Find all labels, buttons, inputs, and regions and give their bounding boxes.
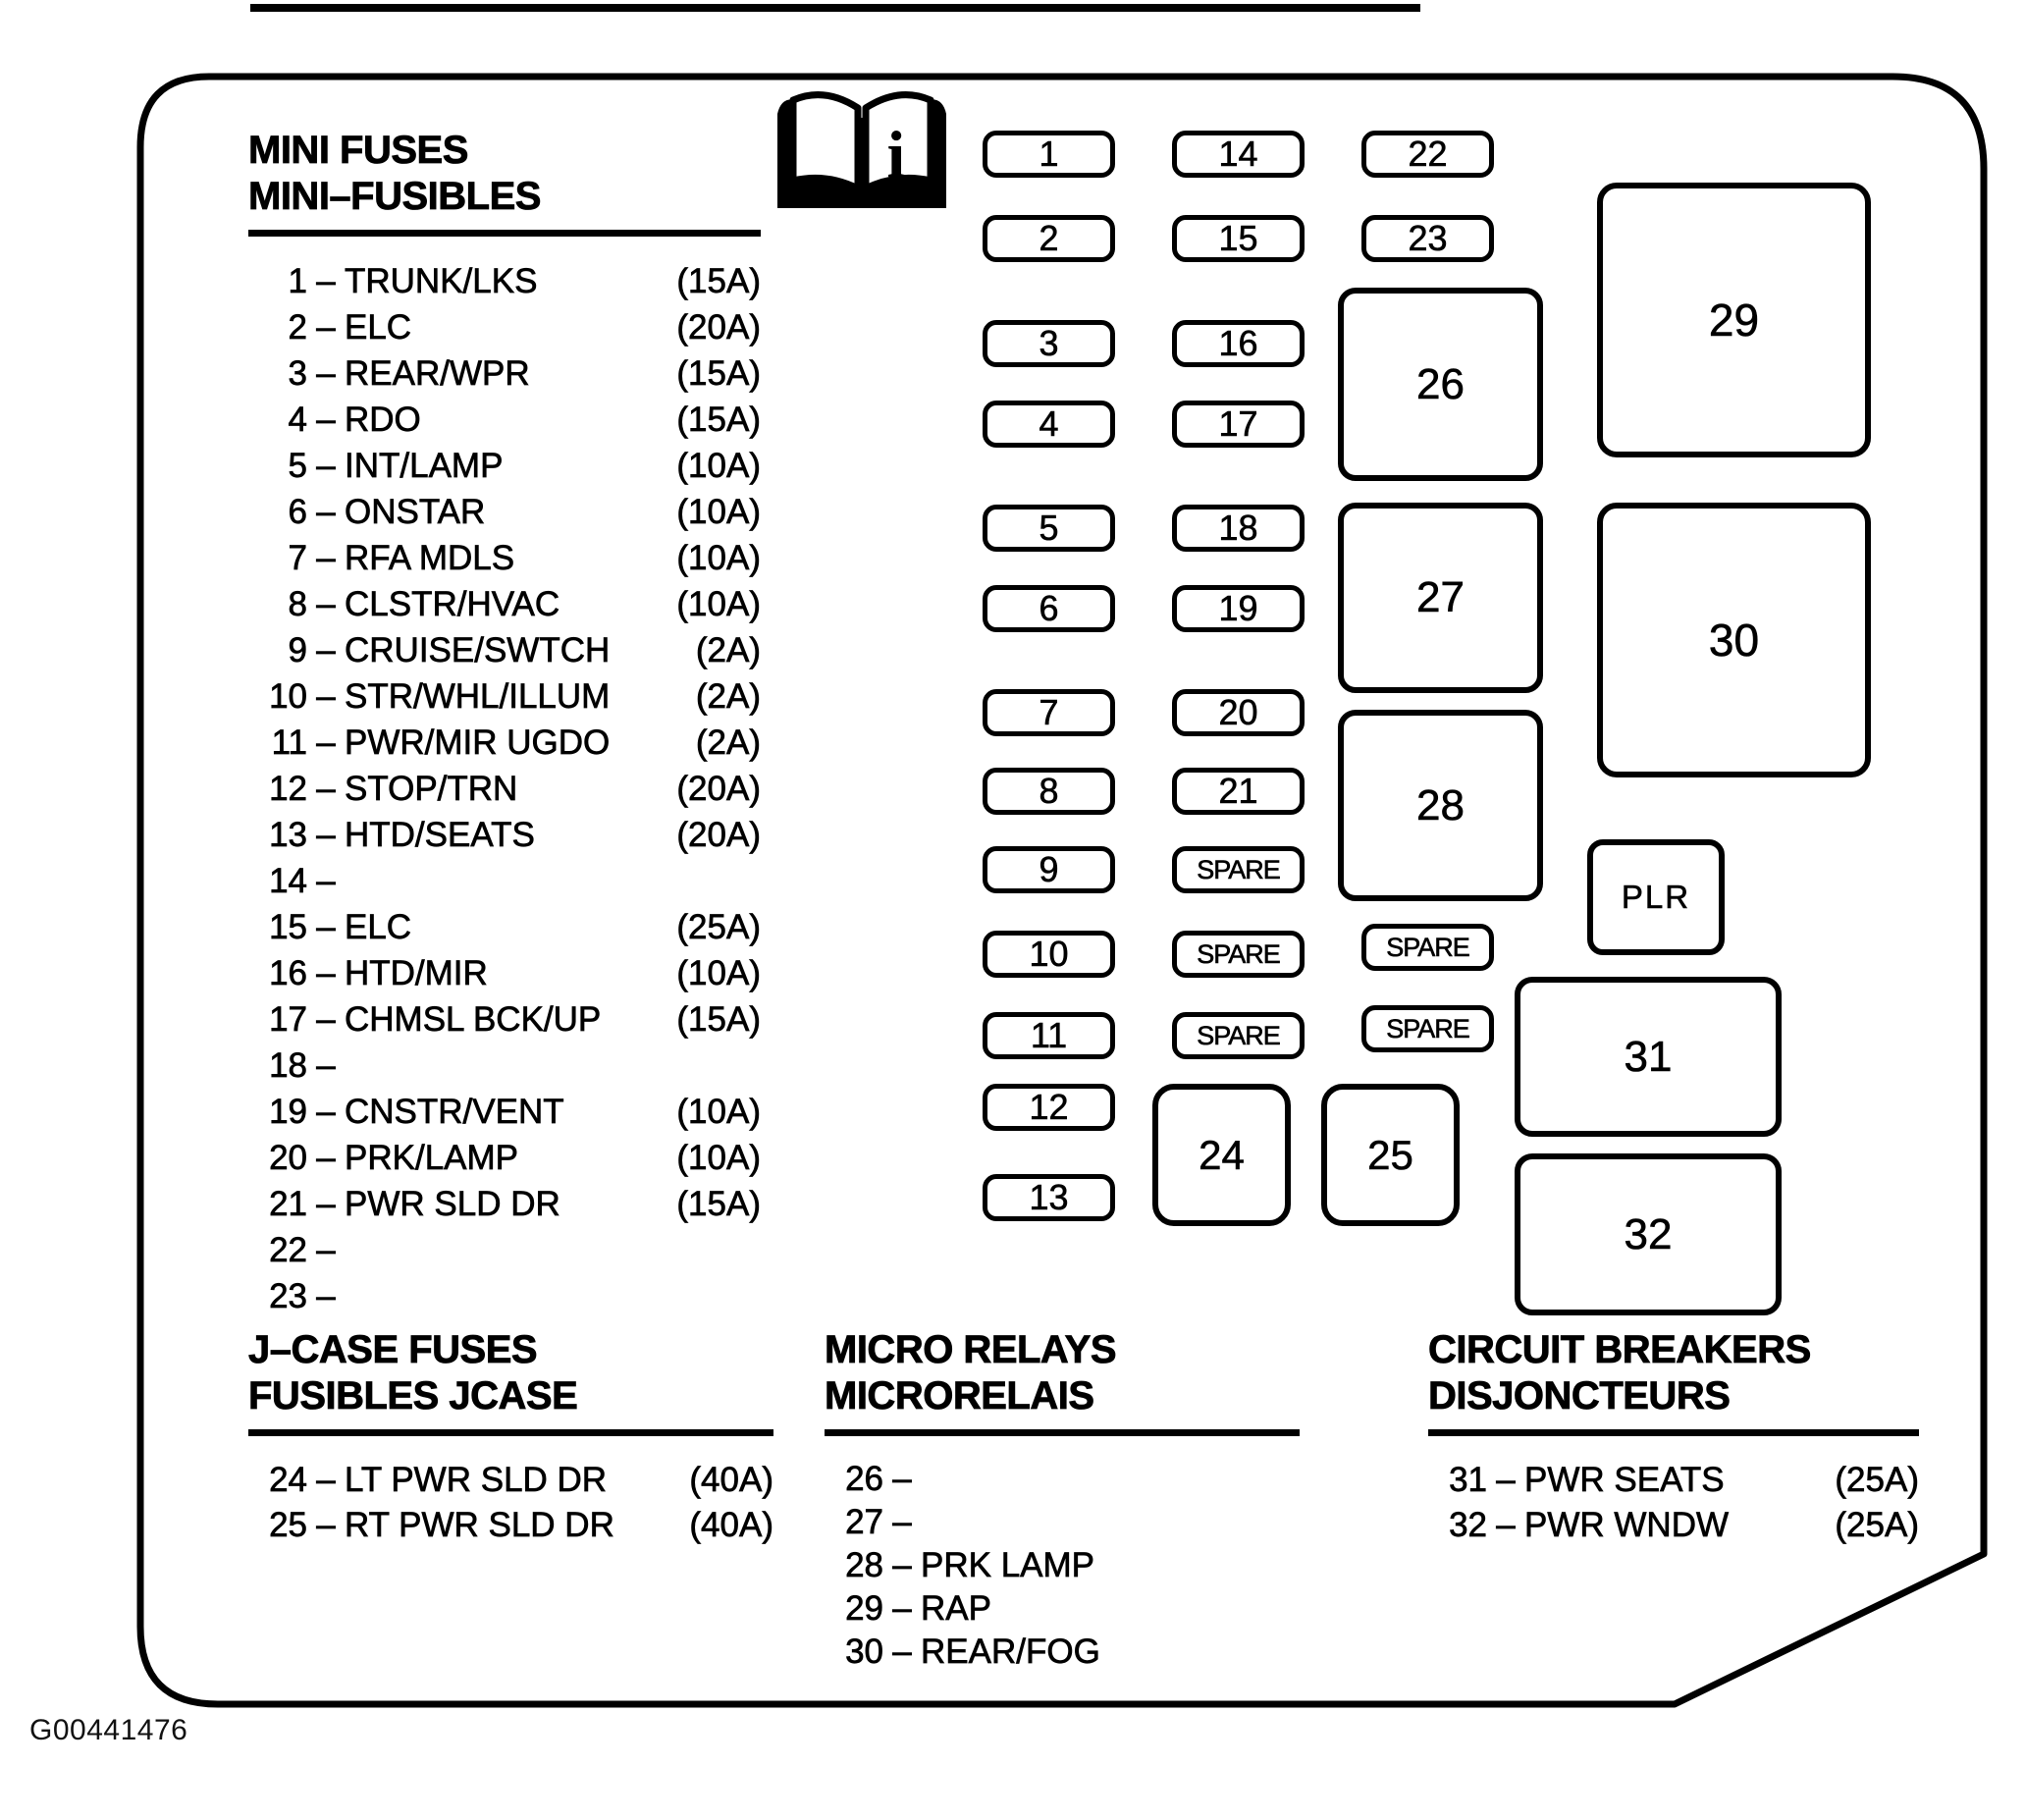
fuse-list-row (248, 1458, 773, 1503)
spare-fuse-box: SPARE (1172, 846, 1305, 893)
dash-separator: – (892, 1503, 912, 1541)
spare-fuse-box: SPARE (1361, 924, 1494, 971)
jcase-box-25: 25 (1321, 1084, 1460, 1226)
section-title-fr: MINI–FUSIBLES (248, 175, 541, 218)
relay-box-28: 28 (1338, 710, 1543, 901)
fuse-label: ONSTAR (345, 493, 486, 531)
spare-fuse-box: SPARE (1361, 1005, 1494, 1052)
fuse-number: 14 (269, 862, 307, 900)
breaker-label: PWR WNDW (1524, 1506, 1730, 1544)
relay-box-30: 30 (1597, 503, 1871, 777)
circuit-breakers-list (1428, 1458, 1919, 1548)
micro-relays-section (825, 1327, 1300, 1674)
mini-fuses-section (248, 128, 761, 1319)
fuse-number: 17 (269, 1000, 307, 1039)
fuse-box-3: 3 (983, 320, 1115, 367)
fuse-box-2: 2 (983, 215, 1115, 262)
fuse-box-7: 7 (983, 689, 1115, 736)
dash-separator: – (316, 447, 336, 485)
fuse-list-row (248, 720, 761, 766)
fuse-list-row (248, 443, 761, 489)
dash-separator: – (892, 1589, 912, 1628)
fuse-box-1: 1 (983, 131, 1115, 178)
info-letter: i (886, 117, 906, 191)
fuse-amperage: (10A) (676, 1093, 761, 1131)
relay-amperage (1190, 1544, 1300, 1587)
section-title-en: CIRCUIT BREAKERS (1428, 1328, 1811, 1371)
dash-separator: – (316, 770, 336, 808)
fuse-box-4: 4 (983, 401, 1115, 448)
fuse-number: 1 (288, 262, 307, 300)
fuse-amperage: (20A) (676, 770, 761, 808)
relay-label: PRK LAMP (921, 1546, 1094, 1584)
scan-artifact-line (250, 4, 1420, 12)
fuse-number: 24 (269, 1461, 307, 1499)
fuse-amperage: (10A) (676, 539, 761, 577)
section-title-en: MINI FUSES (248, 129, 468, 172)
relay-list-row (825, 1458, 1300, 1501)
fuse-label: REAR/WPR (345, 354, 530, 393)
fuse-label (345, 1273, 651, 1319)
fuse-amperage: (10A) (676, 447, 761, 485)
dash-separator: – (892, 1633, 912, 1671)
fuse-label: CNSTR/VENT (345, 1093, 564, 1131)
fuse-box-5: 5 (983, 505, 1115, 552)
jcase-box-24: 24 (1152, 1084, 1291, 1226)
dash-separator: – (316, 631, 336, 669)
fuse-amperage: (10A) (676, 493, 761, 531)
dash-separator: – (316, 262, 336, 300)
fuse-box-8: 8 (983, 768, 1115, 815)
relay-label (921, 1458, 1190, 1501)
fuse-amperage (651, 1227, 761, 1273)
dash-separator: – (316, 354, 336, 393)
fuse-label: RFA MDLS (345, 539, 515, 577)
breaker-amperage: (25A) (1835, 1461, 1919, 1499)
fuse-number: 3 (288, 354, 307, 393)
fuse-label: STR/WHL/ILLUM (345, 677, 611, 716)
micro-relays-list (825, 1458, 1300, 1674)
fuse-label: PWR/MIR UGDO (345, 723, 611, 762)
relay-number: 26 (845, 1460, 883, 1498)
fuse-number: 5 (288, 447, 307, 485)
fuse-number: 15 (269, 908, 307, 946)
fuse-label: CRUISE/SWTCH (345, 631, 611, 669)
section-underline (248, 230, 761, 237)
dash-separator: – (316, 862, 336, 900)
plr-box: PLR (1587, 839, 1725, 955)
dash-separator: – (316, 723, 336, 762)
fuse-label: RT PWR SLD DR (345, 1506, 614, 1544)
fuse-list-row (248, 1135, 761, 1181)
spare-fuse-box: SPARE (1172, 931, 1305, 978)
section-title-en: J–CASE FUSES (248, 1328, 538, 1371)
fuse-number: 7 (288, 539, 307, 577)
fuse-amperage: (15A) (676, 262, 761, 300)
fuse-list-row (248, 766, 761, 812)
fuse-list-row (248, 996, 761, 1043)
section-underline (1428, 1429, 1919, 1436)
relay-amperage (1190, 1587, 1300, 1631)
book-left-page (793, 95, 858, 188)
fuse-list-row (248, 1503, 773, 1548)
fuse-box-10: 10 (983, 931, 1115, 978)
dash-separator: – (316, 1139, 336, 1177)
circuit-breakers-section (1428, 1327, 1919, 1548)
dash-separator: – (316, 1093, 336, 1131)
breaker-label: PWR SEATS (1524, 1461, 1725, 1499)
fuse-number: 2 (288, 308, 307, 347)
fuse-list-row (248, 627, 761, 673)
relay-number: 28 (845, 1546, 883, 1584)
fuse-list-row (248, 258, 761, 304)
section-title-fr: DISJONCTEURS (1428, 1374, 1731, 1418)
fuse-amperage: (10A) (676, 954, 761, 992)
fuse-list-row (248, 350, 761, 397)
relay-number: 29 (845, 1589, 883, 1628)
fuse-amperage: (25A) (676, 908, 761, 946)
fuse-label: CHMSL BCK/UP (345, 1000, 602, 1039)
dash-separator: – (316, 585, 336, 623)
fuse-label (345, 1043, 651, 1089)
fuse-label: HTD/SEATS (345, 816, 535, 854)
fuse-number: 22 (269, 1231, 307, 1269)
fuse-label: LT PWR SLD DR (345, 1461, 608, 1499)
section-underline (248, 1429, 773, 1436)
relay-number: 27 (845, 1503, 883, 1541)
dash-separator: – (316, 1461, 336, 1499)
fuse-number: 21 (269, 1185, 307, 1223)
fuse-amperage: (2A) (695, 631, 761, 669)
fuse-label: PWR SLD DR (345, 1185, 560, 1223)
fuse-list-row (248, 812, 761, 858)
fuse-list-row (248, 1043, 761, 1089)
fuse-amperage: (40A) (689, 1461, 773, 1499)
fuse-box-18: 18 (1172, 505, 1305, 552)
dash-separator: – (1496, 1461, 1516, 1499)
fuse-number: 23 (269, 1277, 307, 1315)
fuse-number: 9 (288, 631, 307, 669)
fuse-box-21: 21 (1172, 768, 1305, 815)
fuse-list-row (248, 1089, 761, 1135)
fuse-number: 25 (269, 1506, 307, 1544)
fuse-label: ELC (345, 908, 412, 946)
fuse-box-22: 22 (1361, 131, 1494, 178)
fuse-label: INT/LAMP (345, 447, 504, 485)
fuse-number: 12 (269, 770, 307, 808)
mini-fuses-list (248, 258, 761, 1319)
owners-manual-book-icon (773, 84, 950, 214)
dash-separator: – (316, 816, 336, 854)
fuse-list-row (248, 304, 761, 350)
fuse-list-row (248, 673, 761, 720)
fuse-box-23: 23 (1361, 215, 1494, 262)
fuse-label (345, 858, 651, 904)
fuse-amperage: (40A) (689, 1506, 773, 1544)
relay-label: REAR/FOG (921, 1633, 1100, 1671)
relay-box-29: 29 (1597, 183, 1871, 457)
dash-separator: – (316, 493, 336, 531)
fuse-box-15: 15 (1172, 215, 1305, 262)
fuse-label: RDO (345, 401, 421, 439)
relay-list-row (825, 1587, 1300, 1631)
fuse-box-19: 19 (1172, 585, 1305, 632)
fuse-amperage: (15A) (676, 1000, 761, 1039)
dash-separator: – (316, 539, 336, 577)
figure-code: G00441476 (29, 1714, 188, 1746)
fuse-label: ELC (345, 308, 412, 347)
fuse-box-9: 9 (983, 846, 1115, 893)
fuse-number: 10 (269, 677, 307, 716)
breaker-box-32: 32 (1515, 1153, 1782, 1315)
fuse-list-row (248, 950, 761, 996)
relay-amperage (1190, 1501, 1300, 1544)
fuse-number: 11 (271, 723, 307, 762)
fuse-list-row (248, 904, 761, 950)
fuse-label (345, 1227, 651, 1273)
fuse-label: STOP/TRN (345, 770, 518, 808)
fuse-box-20: 20 (1172, 689, 1305, 736)
dash-separator: – (316, 401, 336, 439)
relay-box-26: 26 (1338, 288, 1543, 481)
relay-label (921, 1501, 1190, 1544)
fuse-amperage (651, 1043, 761, 1089)
fuse-number: 19 (269, 1093, 307, 1131)
fuse-amperage: (20A) (676, 816, 761, 854)
fuse-list-row (248, 535, 761, 581)
fuse-amperage: (15A) (676, 1185, 761, 1223)
fuse-box-14: 14 (1172, 131, 1305, 178)
fuse-number: 16 (269, 954, 307, 992)
dash-separator: – (316, 1185, 336, 1223)
fuse-list-row (248, 581, 761, 627)
fuse-amperage (651, 858, 761, 904)
fuse-amperage (651, 1273, 761, 1319)
fuse-list-row (248, 1273, 761, 1319)
fuse-number: 4 (288, 401, 307, 439)
section-title-en: MICRO RELAYS (825, 1328, 1117, 1371)
fuse-amperage: (2A) (695, 723, 761, 762)
dash-separator: – (316, 1046, 336, 1085)
breaker-box-31: 31 (1515, 977, 1782, 1137)
dash-separator: – (316, 677, 336, 716)
fuse-list-row (248, 397, 761, 443)
fuse-number: 6 (288, 493, 307, 531)
dash-separator: – (316, 1231, 336, 1269)
fuse-list-row (248, 1227, 761, 1273)
fuse-amperage: (10A) (676, 1139, 761, 1177)
fuse-number: 8 (288, 585, 307, 623)
section-title-fr: FUSIBLES JCASE (248, 1374, 578, 1418)
dash-separator: – (316, 308, 336, 347)
section-title-fr: MICRORELAIS (825, 1374, 1094, 1418)
relay-amperage (1190, 1458, 1300, 1501)
dash-separator: – (892, 1546, 912, 1584)
fuse-amperage: (15A) (676, 354, 761, 393)
relay-list-row (825, 1501, 1300, 1544)
fuse-box-17: 17 (1172, 401, 1305, 448)
jcase-fuses-list (248, 1458, 773, 1548)
breaker-amperage: (25A) (1835, 1506, 1919, 1544)
fuse-amperage: (15A) (676, 401, 761, 439)
spare-fuse-box: SPARE (1172, 1012, 1305, 1059)
breaker-number: 31 (1449, 1461, 1487, 1499)
relay-number: 30 (845, 1633, 883, 1671)
fuse-label: HTD/MIR (345, 954, 488, 992)
jcase-fuses-section (248, 1327, 773, 1548)
relay-list-row (825, 1631, 1300, 1674)
breaker-list-row (1428, 1458, 1919, 1503)
dash-separator: – (316, 1000, 336, 1039)
dash-separator: – (316, 954, 336, 992)
fuse-list-row (248, 858, 761, 904)
breaker-number: 32 (1449, 1506, 1487, 1544)
dash-separator: – (316, 908, 336, 946)
relay-amperage (1190, 1631, 1300, 1674)
fuse-box-12: 12 (983, 1084, 1115, 1131)
fuse-label: CLSTR/HVAC (345, 585, 560, 623)
relay-list-row (825, 1544, 1300, 1587)
fuse-amperage: (2A) (695, 677, 761, 716)
section-underline (825, 1429, 1300, 1436)
fuse-box-11: 11 (983, 1012, 1115, 1059)
fuse-box-16: 16 (1172, 320, 1305, 367)
fuse-list-row (248, 1181, 761, 1227)
fuse-label: TRUNK/LKS (345, 262, 538, 300)
fuse-number: 18 (269, 1046, 307, 1085)
breaker-list-row (1428, 1503, 1919, 1548)
fuse-box-6: 6 (983, 585, 1115, 632)
dash-separator: – (892, 1460, 912, 1498)
dash-separator: – (1496, 1506, 1516, 1544)
fuse-number: 13 (269, 816, 307, 854)
fuse-number: 20 (269, 1139, 307, 1177)
fuse-amperage: (20A) (676, 308, 761, 347)
relay-box-27: 27 (1338, 503, 1543, 693)
dash-separator: – (316, 1277, 336, 1315)
fuse-box-13: 13 (983, 1174, 1115, 1221)
fuse-amperage: (10A) (676, 585, 761, 623)
relay-label: RAP (921, 1589, 991, 1628)
fuse-label: PRK/LAMP (345, 1139, 518, 1177)
dash-separator: – (316, 1506, 336, 1544)
fuse-list-row (248, 489, 761, 535)
